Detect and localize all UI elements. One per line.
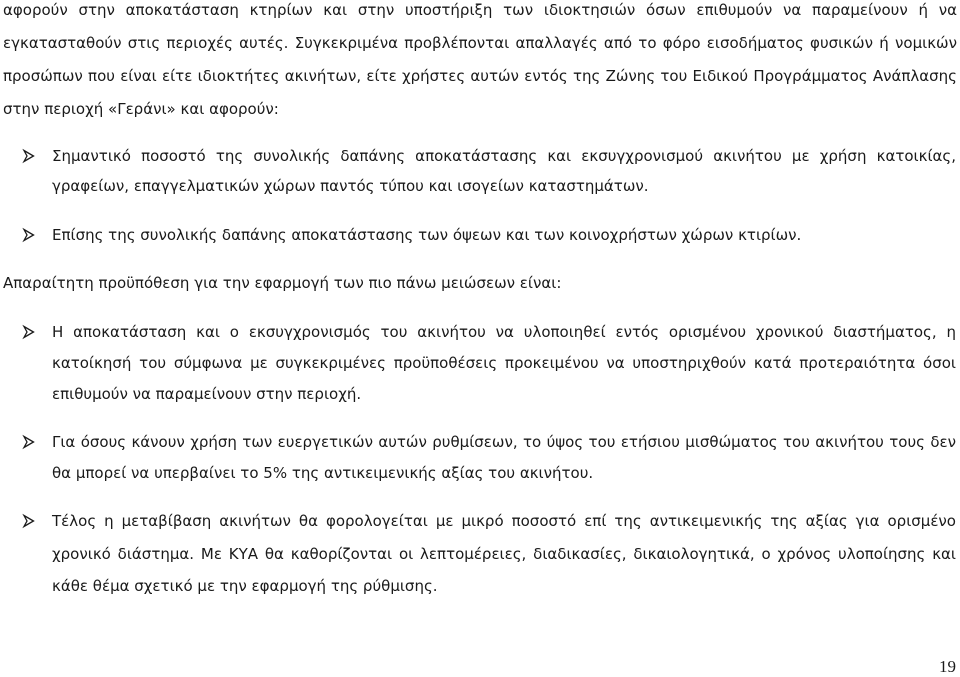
prerequisite-heading: Απαραίτητη προϋπόθεση για την εφαρμογή των πιο πάνω μειώσεων είναι: — [3, 274, 562, 292]
intro-line: στην περιοχή «Γεράνι» και αφορούν: — [3, 100, 279, 118]
arrowhead-bullet-icon — [22, 225, 38, 245]
list-item-line: χρονικό διάστημα. Με ΚΥΑ θα καθορίζονται οι λεπτομέρειες, διαδικασίες, δικαιολογητικά, ο χρόνος υλοποίησης και — [52, 545, 956, 563]
intro-line: προσώπων που είναι είτε ιδιοκτήτες ακινήτων, είτε χρήστες αυτών εντός της Ζώνης του Ειδικού Προγράμματος Ανάπλασης — [3, 67, 957, 85]
list-item-line: Επίσης της συνολικής δαπάνης αποκατάστασης των όψεων και των κοινοχρήστων χώρων κτιρίων. — [52, 226, 802, 244]
list-item-line: Η αποκατάσταση και ο εκσυγχρονισμός του ακινήτου να υλοποιηθεί εντός ορισμένου χρονικού διαστήματος, η — [52, 323, 956, 341]
intro-line: εγκατασταθούν στις περιοχές αυτές. Συγκεκριμένα προβλέπονται απαλλαγές από το φόρο εισοδήματος φυσικών ή νομικών — [3, 34, 957, 52]
list-item-line: επιθυμούν να παραμείνουν στην περιοχή. — [52, 385, 362, 403]
arrowhead-bullet-icon — [22, 511, 38, 531]
list-item-line: κάθε θέμα σχετικό με την εφαρμογή της ρύθμισης. — [52, 577, 438, 595]
arrowhead-bullet-icon — [22, 146, 38, 166]
arrowhead-bullet-icon — [22, 322, 38, 342]
list-item-line: Τέλος η μεταβίβαση ακινήτων θα φορολογείται με μικρό ποσοστό επί της αντικειμενικής της αξίας για ορισμένο — [52, 512, 956, 530]
arrowhead-bullet-icon — [22, 432, 38, 452]
list-item-line: κατοίκησή του σύμφωνα με συγκεκριμένες προϋποθέσεις προκειμένου να υποστηριχθούν κατά προτεραιότητα όσοι — [52, 354, 956, 372]
list-item-line: γραφείων, επαγγελματικών χώρων παντός τύπου και ισογείων καταστημάτων. — [52, 177, 649, 195]
list-item-line: θα μπορεί να υπερβαίνει το 5% της αντικειμενικής αξίας του ακινήτου. — [52, 464, 594, 482]
page-number: 19 — [939, 657, 956, 676]
intro-line: αφορούν στην αποκατάσταση κτηρίων και στην υποστήριξη των ιδιοκτησιών όσων επιθυμούν να παραμείνουν ή να — [3, 1, 957, 19]
list-item-line: Σημαντικό ποσοστό της συνολικής δαπάνης αποκατάστασης και εκσυγχρονισμού ακινήτου με χρήση κατοικίας, — [52, 147, 956, 165]
list-item-line: Για όσους κάνουν χρήση των ευεργετικών αυτών ρυθμίσεων, το ύψος του ετήσιου μισθώματος του ακινήτου τους δεν — [52, 433, 956, 451]
